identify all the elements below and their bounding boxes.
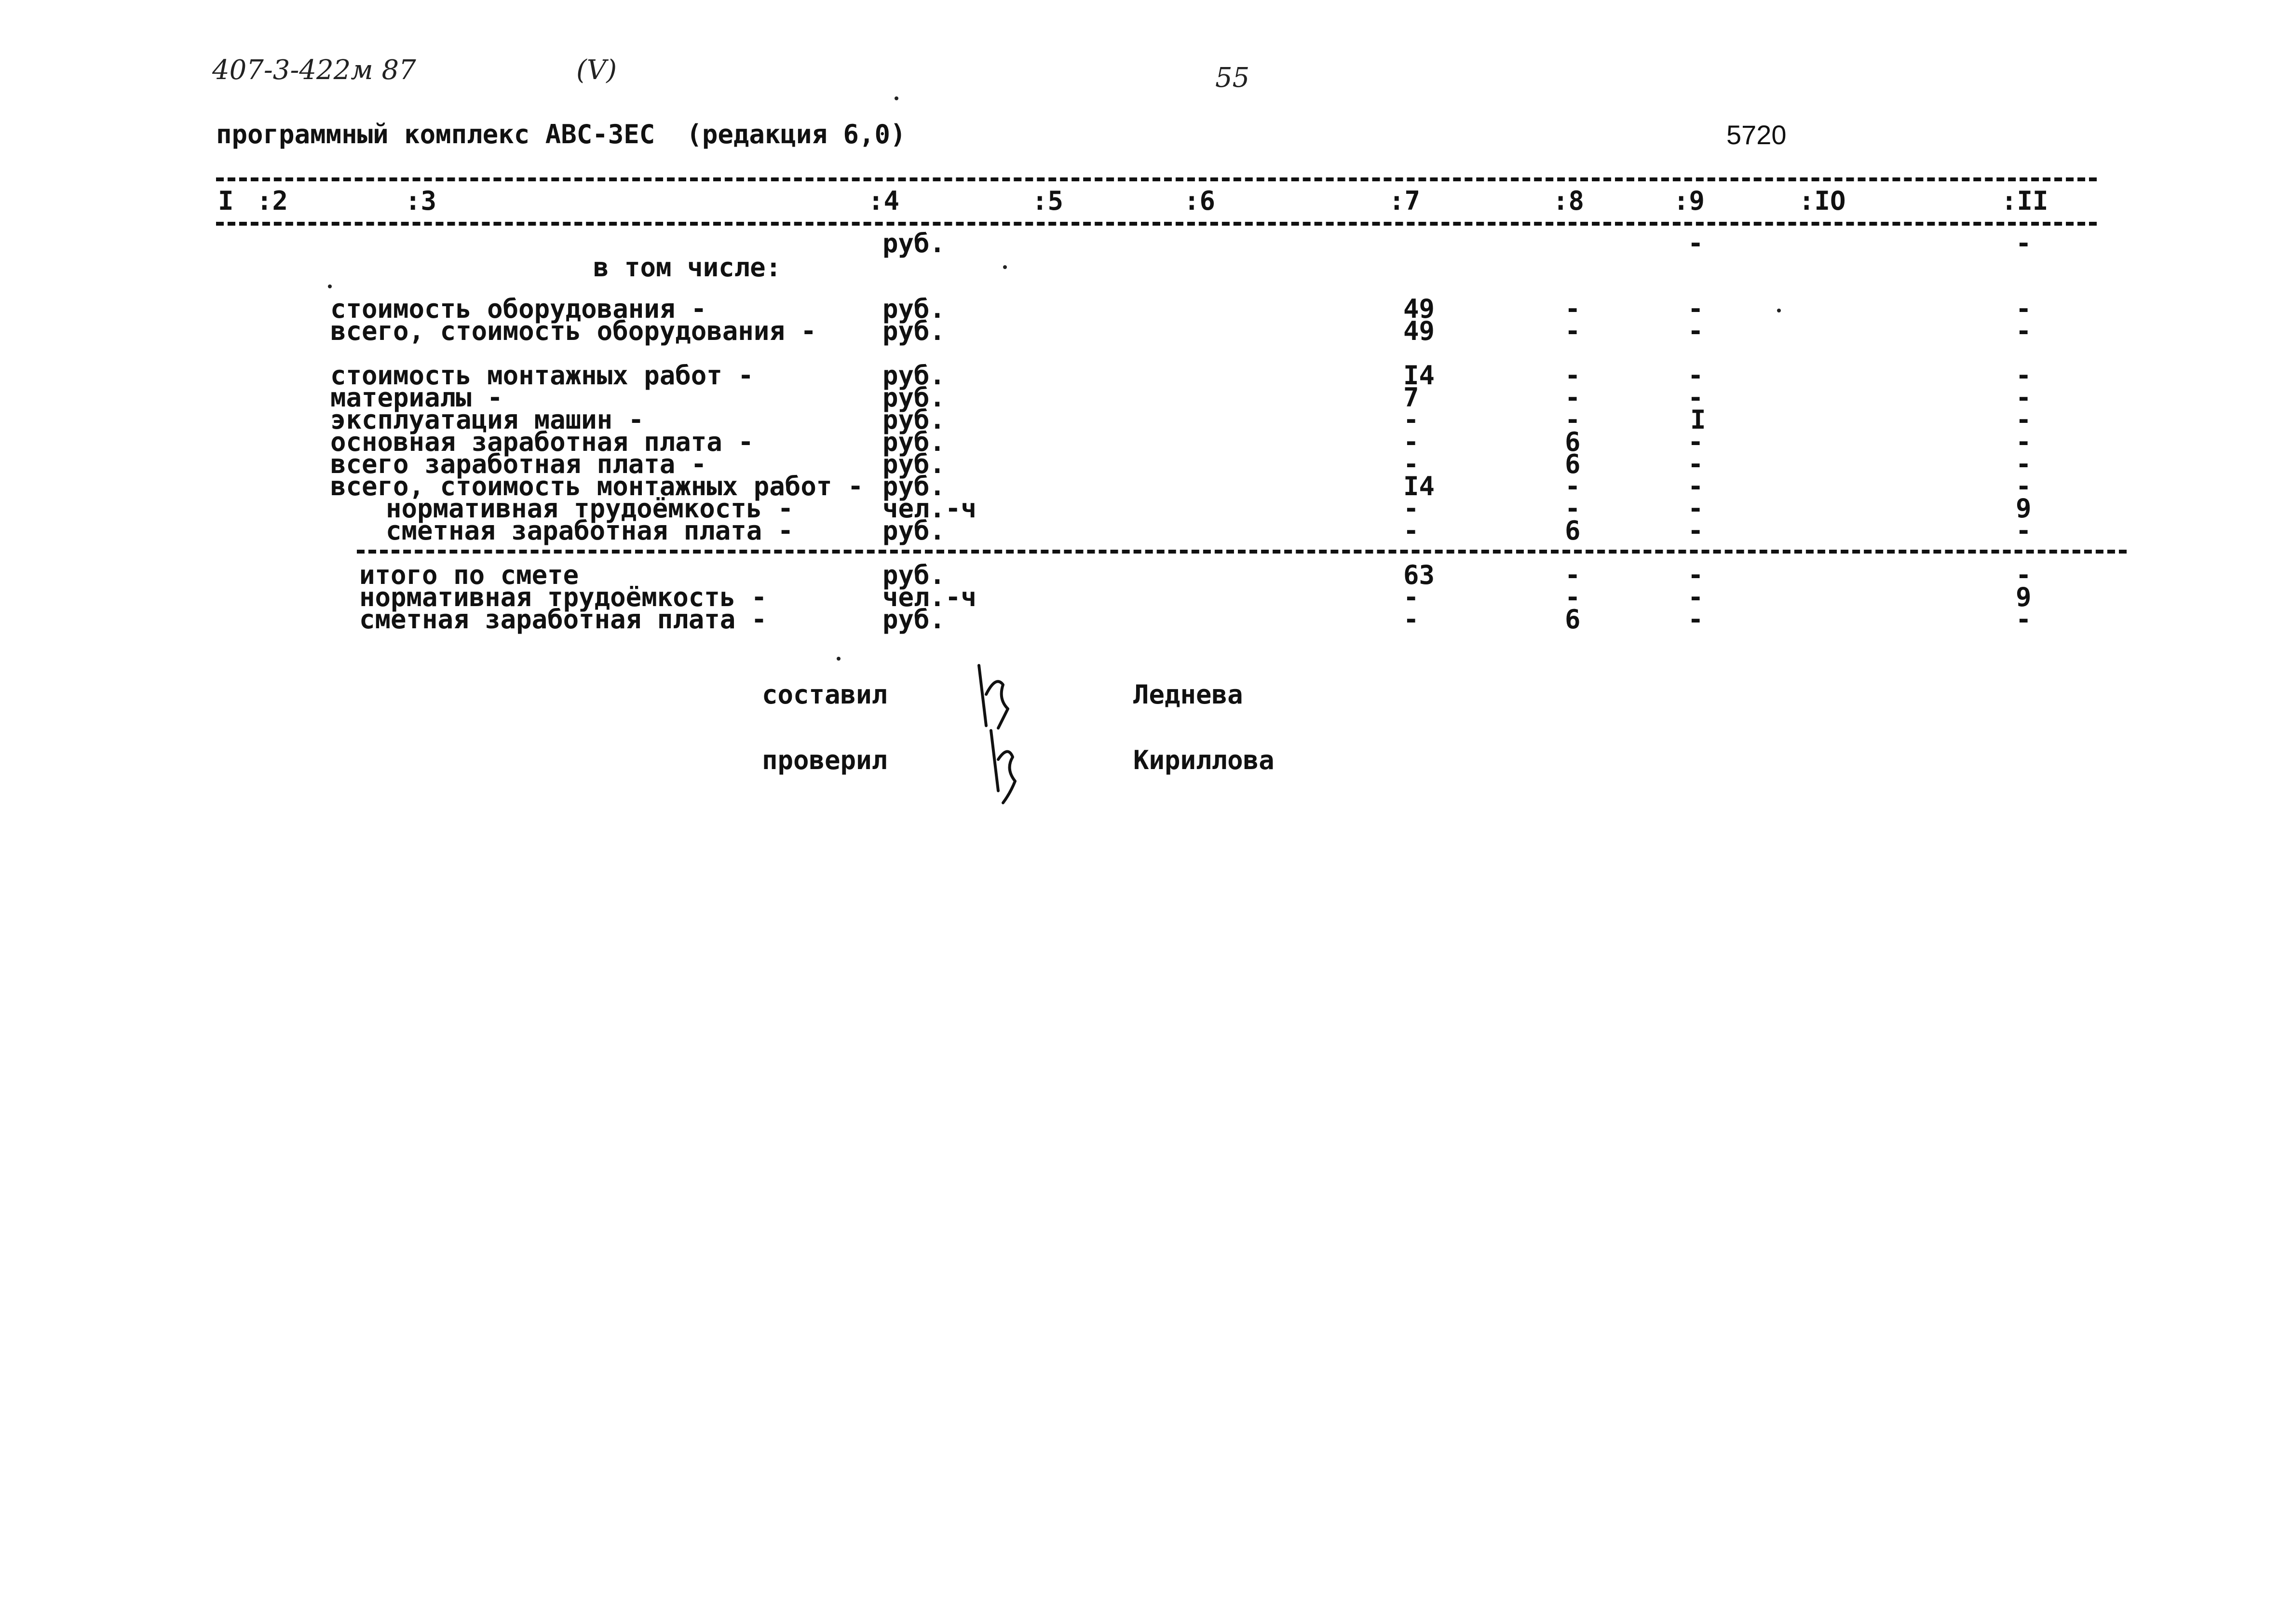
col7-cell: I4 xyxy=(1403,471,1435,501)
col9-cell: - xyxy=(1688,471,1704,501)
row-label: стоимость оборудования - xyxy=(330,294,707,324)
col11-cell: - xyxy=(2016,449,2032,479)
column-header-9: :9 xyxy=(1673,186,1705,216)
col11-cell: - xyxy=(2016,515,2032,546)
col9-cell: - xyxy=(1688,228,1704,258)
col7-cell: 49 xyxy=(1403,294,1435,324)
row-label: эксплуатация машин - xyxy=(330,405,644,435)
column-header-8: :8 xyxy=(1553,186,1585,216)
checked-signature xyxy=(979,723,1032,805)
col11-cell: - xyxy=(2016,360,2032,391)
unit-cell: руб. xyxy=(882,294,946,324)
handwritten-mark: (V) xyxy=(576,54,617,86)
col11-cell: - xyxy=(2016,427,2032,457)
compiled-name: Леднева xyxy=(1133,679,1243,710)
scan-speck xyxy=(328,284,332,288)
column-header-7: :7 xyxy=(1389,186,1421,216)
row-label: материалы - xyxy=(330,382,503,413)
scan-speck xyxy=(837,657,841,661)
row-label: всего, стоимость монтажных работ - xyxy=(330,471,864,501)
col8-cell: - xyxy=(1565,316,1581,346)
col9-cell: - xyxy=(1688,582,1704,612)
unit-cell: руб. xyxy=(882,405,946,435)
col7-cell: - xyxy=(1403,604,1419,635)
col9-cell: - xyxy=(1688,316,1704,346)
col7-cell: - xyxy=(1403,493,1419,524)
col9-cell: - xyxy=(1688,449,1704,479)
unit-cell: руб. xyxy=(882,316,946,346)
row-label: сметная заработная плата - xyxy=(386,515,794,546)
col8-cell: - xyxy=(1565,405,1581,435)
unit-cell: чел.-ч xyxy=(882,582,977,612)
column-header-4: :4 xyxy=(868,186,900,216)
col8-cell: - xyxy=(1565,294,1581,324)
scan-speck xyxy=(1003,265,1007,269)
unit-cell: руб. xyxy=(882,560,946,590)
column-header-10: :IO xyxy=(1799,186,1846,216)
col9-cell: - xyxy=(1688,515,1704,546)
including-caption: в том числе: xyxy=(593,252,782,283)
row-label: нормативная трудоёмкость - xyxy=(359,582,767,612)
column-header-11: :II xyxy=(2001,186,2048,216)
col8-cell: - xyxy=(1565,471,1581,501)
col11-cell: - xyxy=(2016,294,2032,324)
row-label: всего, стоимость оборудования - xyxy=(330,316,816,346)
col9-cell: I xyxy=(1690,405,1706,435)
unit-cell: руб. xyxy=(882,228,946,258)
col7-cell: 63 xyxy=(1403,560,1435,590)
scan-speck xyxy=(1777,309,1781,312)
col9-cell: - xyxy=(1688,493,1704,524)
column-header-3: :3 xyxy=(405,186,437,216)
checked-name: Кириллова xyxy=(1133,745,1275,775)
column-header-2: :2 xyxy=(257,186,288,216)
col7-cell: I4 xyxy=(1403,360,1435,391)
col11-cell: - xyxy=(2016,316,2032,346)
col8-cell: 6 xyxy=(1565,515,1581,546)
row-label: стоимость монтажных работ - xyxy=(330,360,754,391)
header-top-rule xyxy=(216,177,2097,181)
unit-cell: руб. xyxy=(882,604,946,635)
unit-cell: руб. xyxy=(882,382,946,413)
scan-speck xyxy=(895,96,898,100)
unit-cell: руб. xyxy=(882,449,946,479)
row-label: итого по смете xyxy=(359,560,579,590)
col8-cell: - xyxy=(1565,382,1581,413)
row-label: нормативная трудоёмкость - xyxy=(386,493,794,524)
col8-cell: 6 xyxy=(1565,427,1581,457)
col11-cell: - xyxy=(2016,382,2032,413)
handwritten-reference: 407-3-422м 87 xyxy=(212,54,416,86)
col11-cell: - xyxy=(2016,604,2032,635)
col9-cell: - xyxy=(1688,560,1704,590)
unit-cell: руб. xyxy=(882,427,946,457)
unit-cell: чел.-ч xyxy=(882,493,977,524)
col7-cell: - xyxy=(1403,449,1419,479)
row-label: основная заработная плата - xyxy=(330,427,754,457)
col8-cell: - xyxy=(1565,560,1581,590)
col8-cell: - xyxy=(1565,360,1581,391)
compiled-label: составил xyxy=(762,679,888,710)
col8-cell: - xyxy=(1565,582,1581,612)
col7-cell: 7 xyxy=(1403,382,1419,413)
col11-cell: 9 xyxy=(2016,493,2032,524)
col8-cell: 6 xyxy=(1565,604,1581,635)
program-title: программный комплекс АВС-ЗЕС (редакция 6,0) xyxy=(216,119,906,149)
col7-cell: - xyxy=(1403,405,1419,435)
header-bottom-rule xyxy=(216,222,2097,226)
col11-cell: - xyxy=(2016,228,2032,258)
col8-cell: 6 xyxy=(1565,449,1581,479)
column-header-6: :6 xyxy=(1184,186,1216,216)
checked-label: проверил xyxy=(762,745,888,775)
col7-cell: - xyxy=(1403,427,1419,457)
col11-cell: - xyxy=(2016,560,2032,590)
col11-cell: 9 xyxy=(2016,582,2032,612)
page-number: 55 xyxy=(1215,62,1250,94)
col11-cell: - xyxy=(2016,471,2032,501)
totals-rule xyxy=(357,550,2127,554)
compiled-signature xyxy=(969,656,1022,733)
col11-cell: - xyxy=(2016,405,2032,435)
column-header-5: :5 xyxy=(1032,186,1064,216)
col9-cell: - xyxy=(1688,382,1704,413)
col7-cell: 49 xyxy=(1403,316,1435,346)
col9-cell: - xyxy=(1688,294,1704,324)
document-number: 5720 xyxy=(1726,120,1787,150)
unit-cell: руб. xyxy=(882,360,946,391)
col8-cell: - xyxy=(1565,493,1581,524)
unit-cell: руб. xyxy=(882,471,946,501)
col7-cell: - xyxy=(1403,515,1419,546)
col9-cell: - xyxy=(1688,604,1704,635)
col7-cell: - xyxy=(1403,582,1419,612)
unit-cell: руб. xyxy=(882,515,946,546)
row-label: сметная заработная плата - xyxy=(359,604,767,635)
row-label: всего заработная плата - xyxy=(330,449,707,479)
col9-cell: - xyxy=(1688,427,1704,457)
col9-cell: - xyxy=(1688,360,1704,391)
column-header-1: I xyxy=(218,186,234,216)
